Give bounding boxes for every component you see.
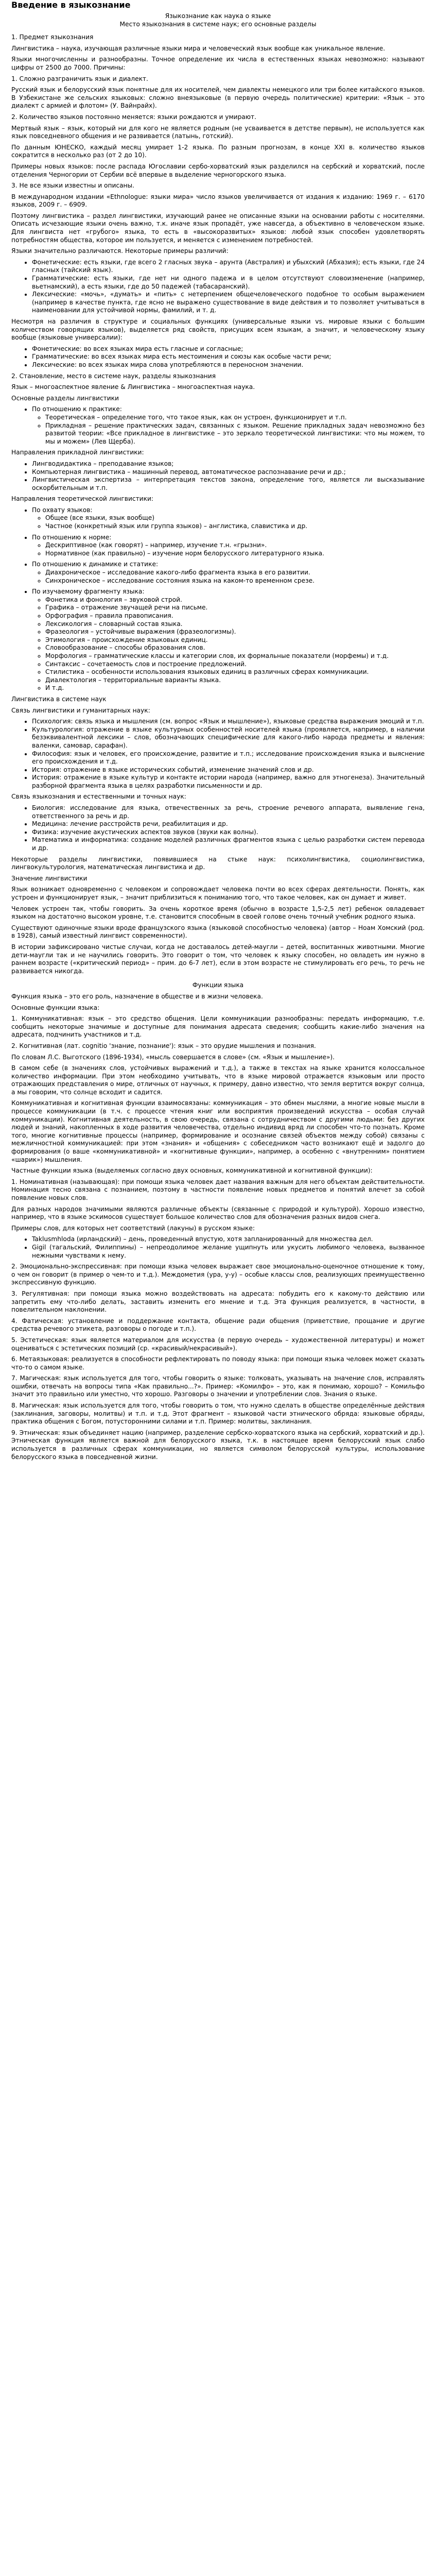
list-item: • Лингвистическая экспертиза – интерпретация текстов закона, определение того, является ли высказывание оскорбительным и т.п. [32,476,425,492]
nested-list-item: ◦ Фразеология – устойчивые выражения (фразеологизмы). [45,628,425,636]
paragraph: Частные функции языка (выделяемых согласно двух основных, коммуникативной и когнитивной функции): [11,1167,373,1175]
list-item: • Философия: язык и человек, его происхождение, развитие и т.п.; исследование происхождения языка и выяснение его происхождения и т.д. [32,750,425,766]
list-item: • Грамматические: во всех языках мира есть местоимения и союзы как особые части речи; [32,353,425,361]
list-item: • Биология: исследование для языка, отвечественных за речь, строение речевого аппарата, выявление гена, ответственного за речь и др. [32,804,425,820]
nested-list-item: ◦ Словообразование – способы образования слов. [45,644,425,652]
paragraph: Направления теоретической лингвистики: [11,495,153,503]
nested-list-item: ◦ Этимология – происхождение языковых единиц. [45,636,425,645]
list-item: • Культурология: отражение в языке культурных особенностей носителей языка (проявляется, например, в наличии безэквивалентной лексики – слов, обозначающих специфические для какого-либо народа предметы и явления: валенки, самовар, сарафан). [32,726,425,750]
paragraph: Существуют одиночные языки вроде французского языка (языковой способностью человека) (автор – Ноам Хомский (род. в 1928), самый известный лингвист современности). [11,924,425,940]
list-item: • Лингводидактика – преподавание языков; [32,460,425,468]
paragraph: 7. Магическая: язык используется для того, чтобы говорить о языке: толковать, указывать на значение слов, исправлять ошибки, отвечать на вопросы типа «Как правильно...?». Пример: «Комилфо» – это, как я понимаю, хорошо? – Комильфо значит это правильно или уместно, что хорошо. Разговоры о значении и употреблении слов. Знания о языке. [11,1375,425,1398]
nested-list-item: ◦ Графика – отражение звучащей речи на письме. [45,604,425,612]
paragraph: Функция языка – это его роль, назначение в обществе и в жизни человека. [11,992,263,1000]
nested-list-item: ◦ Частное (конкретный язык или группа языков) – англистика, славистика и др. [45,522,425,531]
list-item: • По изучаемому фрагменту языка: ◦ Фонетика и фонология – звуковой строй. ◦ Графика – отражение звучащей речи на письме. ◦ Орфография – правила правописания. ◦ Лексикология – словарный состав языка. ◦ Фразеология – устойчивые выражения (фразеологизмы). ◦ Этимология – происхождение языковых единиц. ◦ Словообразование – способы образования слов. ◦ Морфология – грамматические классы и категории слов, их формальные показатели (морфемы) и т.д. ◦ Синтаксис – сочетаемость слов и построение предложений. ◦ Стилистика – особенности использования языковых единиц в различных сферах коммуникации. ◦ Диалектология – территориальные варианты языка. ◦ И т.д. [32,588,425,692]
paragraph: Примеры новых языков: после распада Югославии сербо-хорватский язык разделился на сербский и хорватский, после отделения Черногории от Сербии всё впервые в выделение черногорского языка. [11,162,425,178]
nested-list-item: ◦ Лексикология – словарный состав языка. [45,620,425,629]
list-item: • Gigil (тагальский, Филиппины) – непреодолимое желание ущипнуть или укусить любимого человека, вызванное нежными чувствами к нему. [32,1244,425,1260]
nested-bullet-list [32,414,425,446]
nested-list-item: ◦ Морфология – грамматические классы и категории слов, их формальные показатели (морфемы) и т.д. [45,652,425,660]
page-title: Введение в языкознание [11,0,131,10]
paragraph: Для разных народов значимыми являются различные объекты (связанные с природой и культурой). Хорошо известно, например, что в языке эскимосов существует большое количество слов для обозначения разных видов снега. [11,1205,425,1221]
paragraph: По словам Л.С. Выготского (1896-1934), «мысль совершается в слове» (см. «Язык и мышление»). [11,1053,335,1061]
list-item: • Лексические: «мочь», «думать» и «пить» с нетерпением общечеловеческого подобное то особым выражением (например в качестве пункта, где ясно не выражено существование в виде действия и то позволяет учитываться в наименовании для устойчивой нормы, фамилий, и т. д. [32,291,425,315]
nested-list-item: ◦ Общее (все языки, язык вообще) [45,514,425,522]
paragraph: 2. Количество языков постоянно меняется: языки рождаются и умирают. [11,113,257,121]
paragraph: Мертвый язык – язык, который ни для кого не является родным (не усваивается в детстве первым), не используется как язык повседневного общения и не развивается (латынь, готский). [11,124,425,140]
paragraph: В международном издании «Ethnologue: языки мира» число языков увеличивается от издания к изданию: 1969 г. – 6170 языков, 2009 г. – 6909. [11,193,425,209]
bullet-list [11,1235,425,1260]
list-item: • Taklusmhloda (ирландский) – день, проведенный впустую, хотя запланированный для множества дел. [32,1235,425,1244]
list-item: • По отношению к динамике и статике: ◦ Диахроническое – исследование какого-либо фрагмента языка в его развитии. ◦ Синхроническое – исследование состояния языка на каком-то временном срезе. [32,561,425,585]
paragraph: Языки многочисленны и разнообразны. Точное определение их числа в естественных языках невозможно: называют цифры от 2500 до 7000. Причины: [11,56,425,71]
nested-bullet-list [32,596,425,692]
paragraph: Лингвистика – наука, изучающая различные языки мира и человеческий язык вообще как уникальное явление. [11,44,386,52]
nested-list-item: ◦ Синтаксис – сочетаемость слов и построение предложений. [45,660,425,669]
paragraph: 6. Метаязыковая: реализуется в способности рефлектировать по поводу языка: при помощи языка человек может сказать что-то о самом языке. [11,1355,425,1371]
paragraph: 1. Предмет языкознания [11,33,94,41]
bullet-list [11,588,425,692]
paragraph: Несмотря на различия в структуре и социальных функциях (универсальные языки vs. мировые языки с большим количеством говорящих языков), выделяется ряд свойств, присущих всем языкам, а значит, и человеческому языку вообще (языковые универсалии): [11,318,425,342]
list-item: • Математика и информатика: создание моделей различных фрагментов языка с целью разработки систем перевода и др. [32,836,425,852]
nested-list-item: ◦ Синхроническое – исследование состояния языка на каком-то временном срезе. [45,577,425,585]
paragraph: По данным ЮНЕСКО, каждый месяц умирает 1-2 языка. По разным прогнозам, в конце XXI в. количество языков сократится в несколько раз (от 2 до 10). [11,143,425,159]
list-item: • Медицина: лечение расстройств речи, реабилитация и др. [32,820,425,828]
paragraph: Язык – многоаспектное явление & Лингвистика – многоаспектная наука. [11,383,255,391]
nested-list-item: ◦ Дескриптивное (как говорят) – например, изучение т.н. «грызни». [45,541,425,550]
paragraph: 3. Регулятивная: при помощи языка можно воздействовать на адресата: побудить его к какому-то действию или запретить ему что-либо делать, заставить изменить его мнение и т.д. Эта функция реализуется, в частности, в повелительном наклонении. [11,1290,425,1314]
list-item: • Фонетические: во всех языках мира есть гласные и согласные; [32,345,425,353]
list-item: • История: отражение в языке исторических событий, изменение значений слов и др. [32,766,425,774]
list-item: • История: отражение в языке культур и контакте истории народа (например, важно для этногенеза). Значительный разборной фрагмента языка в целях разработки письменности и др. [32,774,425,790]
nested-list-item: ◦ Орфография – правила правописания. [45,612,425,620]
list-item: • По охвату языков: ◦ Общее (все языки, язык вообще) ◦ Частное (конкретный язык или группа языков) – англистика, славистика и др. [32,506,425,531]
paragraph: 1. Номинативная (называющая): при помощи языка человек дает названия важным для него объектам действительности. Номинация тесно связана с познанием, поэтому в частности появление новых предметов и понятий влечет за собой появление новых слов. [11,1178,425,1201]
nested-list-item: ◦ Прикладная – решение практических задач, связанных с языком. Решение прикладных задач невозможно без развитой теории: «Все прикладное в лингвистике – это зеркало теоретической лингвистики: что мы можем, то мы и можем» (Лев Щерба). [45,422,425,446]
nested-list-item: ◦ Нормативное (как правильно) – изучение норм белорусского литературного языка. [45,550,425,558]
paragraph: Основные функции языка: [11,1004,100,1011]
paragraph: Русский язык и белорусский язык понятные для их носителей, чем диалекты немецкого или три более китайского языков. В Узбекистане же сельских языковых: сложно внеязыковые (в первую очередь политические) критерии: «Язык – это диалект с армией и флотом» (У. Вайнрайх). [11,86,425,110]
bullet-list [11,405,425,446]
nested-bullet-list [32,514,425,530]
bullet-list [11,506,425,531]
nested-list-item: ◦ Диахроническое – исследование какого-либо фрагмента языка в его развитии. [45,569,425,577]
paragraph: 3. Не все языки известны и описаны. [11,182,135,190]
paragraph: Некоторые разделы лингвистики, появившиеся на стыке наук: психолингвистика, социолингвистика, лингвокультурология, математическая лингвистика и др. [11,855,425,871]
chapter-subtitle: Языкознание как наука о языке [165,12,271,20]
document [8,0,428,1469]
list-item: • По отношению к норме: ◦ Дескриптивное (как говорят) – например, изучение т.н. «грызни». ◦ Нормативное (как правильно) – изучение норм белорусского литературного языка. [32,534,425,558]
nested-list-item: ◦ Теоретическая – определение того, что такое язык, как он устроен, функционирует и т.п. [45,414,425,422]
paragraph: Связь лингвистики и гуманитарных наук: [11,706,150,714]
paragraph: 1. Коммуникативная: язык – это средство общения. Цели коммуникации разнообразны: передать информацию, т.е. сообщить некоторые значимые и доступные для понимания адресата сведения; сообщить какие-либо значения на адресата, подчинить участников и т.д. [11,1015,425,1039]
bullet-list [11,460,425,492]
section-heading: Функции языка [192,981,244,989]
paragraph: В самом себе (в значениях слов, устойчивых выражений и т.д.), а также в текстах на языке хранится колоссальное количество информации. При этом необходимо учитывать, что в языке мировой отражается языковым или просто отражающих представления о мире, отличных от научных, к примеру, давно известно, что земля вертится вокруг солнца, а мы говорим, что солнце всходит и садится. [11,1064,425,1096]
paragraph: 2. Когнитивная (лат. cognitio 'знание, познание'): язык – это орудие мышления и познания. [11,1042,316,1049]
nested-list-item: ◦ Стилистика – особенности использования языковых единиц в различных сферах коммуникации. [45,668,425,676]
paragraph: Коммуникативная и когнитивная функции взаимосвязаны: коммуникация – это обмен мыслями, а многие новые мысли в процессе коммуникации (в т.ч. с процессе чтения книг или восприятия произведений искусства – особая случай коммуникации). Когнитивная деятельность, в свою очередь, связана с сотрудничеством с другими людьми: без других людей и знаний, накопленных в ходе развития человечества, отдельно индивид вряд ли способен что-то познать. Кроме того, многие когнитивные процессы (например, формирование и осознание связей объектов между собой) связаны с межличностной коммуникацией: при этом «знания» и «общения» с собеседником часто возникают ещё и задолго до формирования (о ваше «коммуникативной» и «когнитивные функции», например, а особенно с «внутренним» понятием «шарик») мышления. [11,1099,425,1163]
paragraph: Язык возникает одновременно с человеком и сопровождает человека почти во всех сферах деятельности. Понять, как устроен и функционирует язык, – значит приблизиться к пониманию того, что такое человек, как он думает и живет. [11,886,425,901]
nested-bullet-list [32,569,425,585]
paragraph: 8. Магическая: язык используется для того, чтобы говорить о том, что нужно сделать в обществе определённые действия (заклинания, заговоры, молитвы) и т.п. и т.д. Этот фрагмент – языковой части этнического обряда: языковые обряды, практика общения с Богом, потусторонними силами и т.п. Пример: молитвы, заклинания. [11,1402,425,1426]
paragraph: 9. Этническая: язык объединяет нацию (например, разделение сербско-хорватского языка на сербский, хорватский и др.). Этническая функция является важной для белорусского языка, т.к. в настоящее время белорусский язык слабо используется в различных сферах коммуникации, но является символом белорусской культуры, использование белорусского языка в повседневной жизни. [11,1429,425,1461]
nested-list-item: ◦ Диалектология – территориальные варианты языка. [45,676,425,685]
bullet-list [11,534,425,558]
paragraph: Человек устроен так, чтобы говорить. За очень короткое время (обычно в возрасте 1,5-2,5 лет) ребенок овладевает языком на достаточно высоком уровне, т.е. становится способным в своей голове очень точный учебник родного языка. [11,905,425,921]
nested-list-item: ◦ Фонетика и фонология – звуковой строй. [45,596,425,604]
paragraph: 5. Эстетическая: язык является материалом для искусства (в первую очередь – художественной литературы) и может оцениваться с эстетических позиций (ср. «красивый/некрасивый»). [11,1336,425,1352]
paragraph: 2. Становление, место в системе наук, разделы языкознания [11,372,216,380]
bullet-list [11,718,425,790]
paragraph: Основные разделы лингвистики [11,394,119,402]
bullet-list [11,345,425,369]
paragraph: Связь языкознания и естественными и точных наук: [11,793,186,801]
list-item: • Фонетические: есть языки, где всего 2 гласных звука – арунта (Австралия) и убыхский (Абхазия); есть языки, где 24 гласных (тайский язык). [32,259,425,275]
paragraph: В истории зафиксировано чистые случаи, когда не доставалось детей-маугли – детей, воспитанных животными. Многие дети-маугли так и не научились говорить. Это говорит о том, что человек к языку способен, но овладеть им нужно в раннем возрасте («критический период» – прим. до 6-7 лет), если в этом возрасте не стимулировать его речь, то речь не развивается никогда. [11,943,425,975]
bullet-list [11,561,425,585]
bullet-list [11,259,425,315]
nested-list-item: ◦ И т.д. [45,684,425,692]
list-item: • По отношению к практике: ◦ Теоретическая – определение того, что такое язык, как он устроен, функционирует и т.п. ◦ Прикладная – решение практических задач, связанных с языком. Решение прикладных задач невозможно без развитой теории: «Все прикладное в лингвистике – это зеркало теоретической лингвистики: что мы можем, то мы и можем» (Лев Щерба). [32,405,425,446]
paragraph: Языки значительно различаются. Некоторые примеры различий: [11,247,229,255]
list-item: • Физика: изучение акустических аспектов звуков (звуки как волны). [32,828,425,837]
paragraph: 4. Фатическая: установление и поддержание контакта, общение ради общения (приветствие, прощание и другие средства речевого этикета, разговоры о погоде и т.п.). [11,1317,425,1333]
nested-bullet-list [32,541,425,557]
section-subtitle: Место языкознания в системе наук; его основные разделы [119,20,317,28]
paragraph: Примеры слов, для которых нет соответствий (лакуны) в русском языке: [11,1224,255,1232]
list-item: • Компьютерная лингвистика – машинный перевод, автоматическое распознавание речи и др.; [32,468,425,477]
list-item: • Лексические: во всех языках мира слова употребляются в переносном значении. [32,361,425,369]
paragraph: Поэтому лингвистика – раздел лингвистики, изучающий ранее не описанные языки на основании работы с носителями. Описать исчезающие языки очень важно, т.к. иначе язык пропадёт, уже навсегда, а объективно в человеческом языке. Для лингвиста нет «грубого» языка, то есть в «высокоразвитых» языков: любой язык способен удовлетворять потребностям общества, которое им пользуется, и меняется с изменением потребностей. [11,212,425,244]
paragraph: Значение лингвистики [11,874,88,882]
bullet-list [11,804,425,853]
document-header [11,0,425,28]
paragraph: Лингвистика в системе наук [11,695,107,703]
paragraph: 2. Эмоционально-экспрессивная: при помощи языка человек выражает свое эмоционально-оценочное отношение к тому, о чем он говорит (в пример о чем-то и т.д.). Междометия (ура, у-у) – особые классы слов, реализующих преимущественно экспрессивную функцию. [11,1263,425,1286]
list-item: • Грамматические: есть языки, где нет ни одного падежа и в целом отсутствуют словоизменение (например, вьетнамский), а есть языки, где до 50 падежей (табасаранский). [32,275,425,291]
paragraph: 1. Сложно разграничить язык и диалект. [11,75,148,82]
list-item: • Психология: связь языка и мышления (см. вопрос «Язык и мышление»), языковые средства выражения эмоций и т.п. [32,718,425,726]
document-body [11,33,425,1461]
paragraph: Направления прикладной лингвистики: [11,449,144,456]
